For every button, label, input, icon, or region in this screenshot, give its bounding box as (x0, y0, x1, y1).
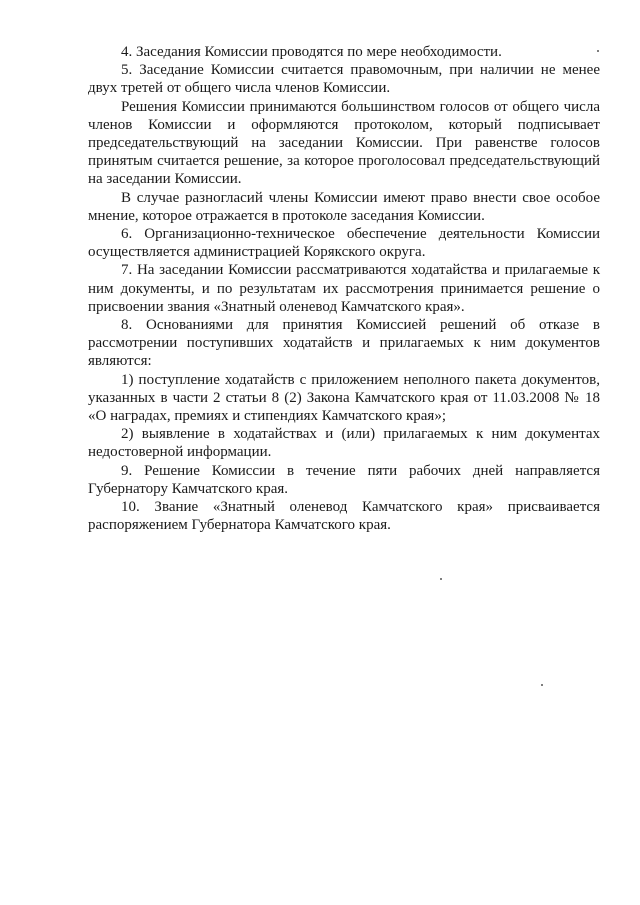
scan-speck (597, 50, 599, 52)
paragraph-item-5: 5. Заседание Комиссии считается правомочным, при наличии не менее двух третей от общего числа членов Комиссии. (88, 62, 600, 97)
paragraph-disagreements: В случае разногласий члены Комиссии имеют право внести свое особое мнение, которое отражается в протоколе заседания Комиссии. (88, 189, 600, 224)
scan-speck (541, 684, 543, 686)
paragraph-item-9: 9. Решение Комиссии в течение пяти рабочих дней направляется Губернатору Камчатского края. (88, 462, 600, 497)
paragraph-subitem-1: 1) поступление ходатайств с приложением неполного пакета документов, указанных в части 2 статьи 8 (2) Закона Камчатского края от 11.03.2008 № 18 «О наградах, премиях и стипендиях Камчатского края»; (88, 371, 600, 425)
paragraph-decisions: Решения Комиссии принимаются большинством голосов от общего числа членов Комиссии и оформляются протоколом, который подписывает председательствующий на заседании Комиссии. При равенстве голосов принятым считается решение, за которое проголосовал председательствующий на заседании Комиссии. (88, 98, 600, 188)
scan-speck (440, 578, 442, 580)
paragraph-item-8: 8. Основаниями для принятия Комиссией решений об отказе в рассмотрении поступивших ходатайств и прилагаемых к ним документов являются: (88, 317, 600, 370)
paragraph-item-6: 6. Организационно-техническое обеспечение деятельности Комиссии осуществляется администрацией Корякского округа. (88, 226, 600, 261)
paragraph-item-7: 7. На заседании Комиссии рассматриваются ходатайства и прилагаемые к ним документы, и по результатам их рассмотрения принимается решение о присвоении звания «Знатный оленевод Камчатского края». (88, 262, 600, 315)
paragraph-subitem-2: 2) выявление в ходатайствах и (или) прилагаемых к ним документах недостоверной информации. (88, 426, 600, 461)
paragraph-item-4: 4. Заседания Комиссии проводятся по мере необходимости. (121, 44, 502, 60)
paragraph-item-10: 10. Звание «Знатный оленевод Камчатского края» присваивается распоряжением Губернатора Камчатского края. (88, 499, 600, 534)
document-body (88, 43, 600, 534)
